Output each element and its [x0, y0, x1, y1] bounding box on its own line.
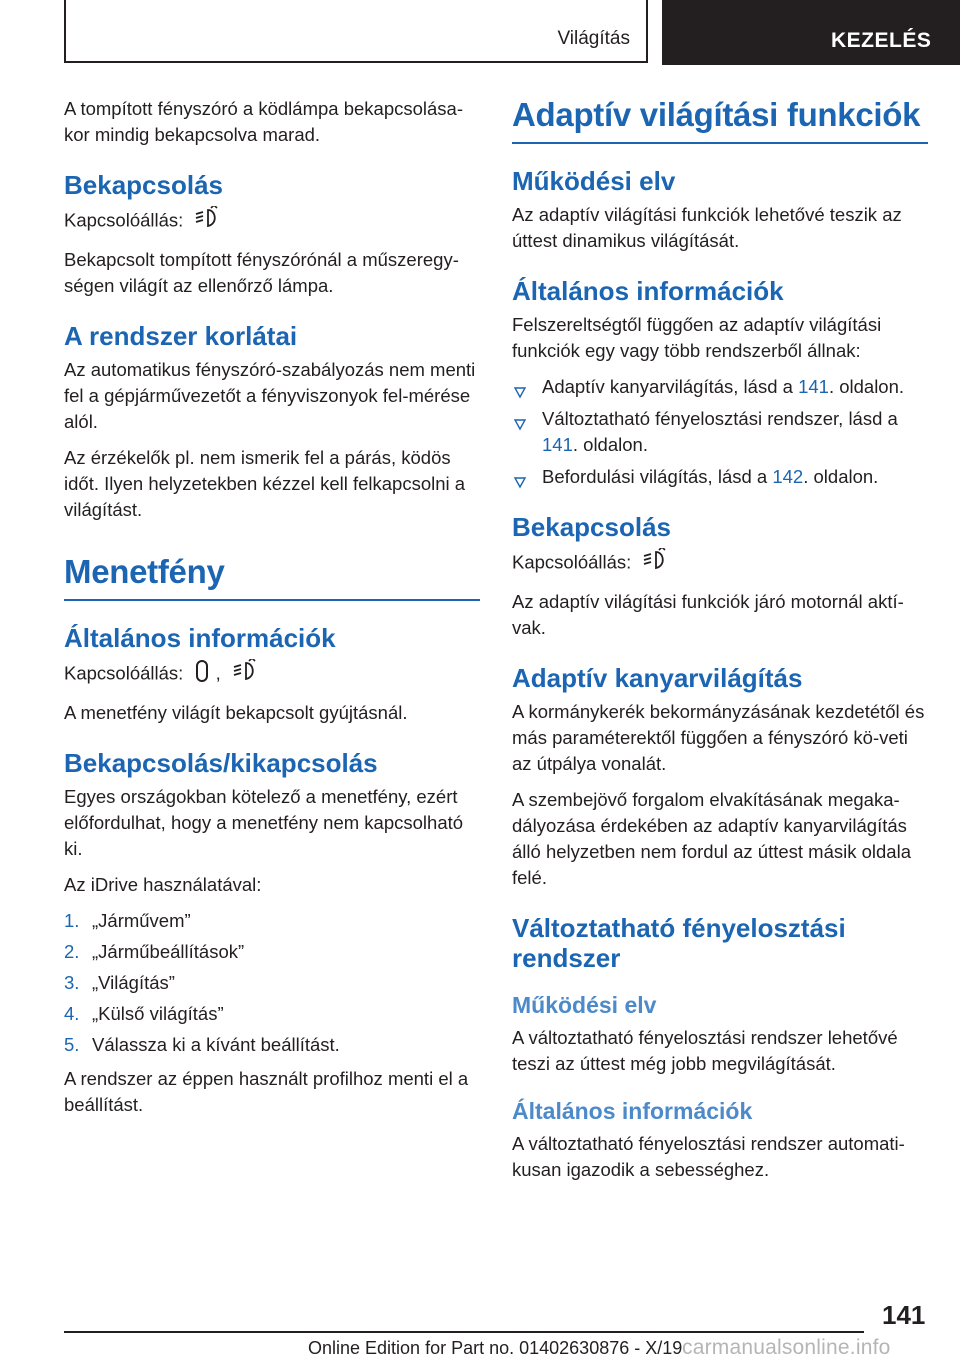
- menetfeny-text: A menetfény világít bekapcsolt gyújtásnál.: [64, 702, 408, 723]
- chapter-title: KEZELÉS: [831, 29, 932, 52]
- switch-off-icon: [194, 659, 210, 690]
- valtoz-text-1: A változtatható fényelosztási rendszer lehetővé teszi az úttest még jobb megvilágítását.: [512, 1027, 898, 1074]
- heading-menetfeny: Menetfény: [64, 553, 480, 601]
- heading-bekapcsolas-right: Bekapcsolás: [512, 512, 671, 542]
- right-column: [512, 96, 928, 1193]
- step-text: „Külső világítás”: [92, 1003, 224, 1024]
- page-link[interactable]: 141: [798, 376, 829, 397]
- section-title: Világítás: [557, 28, 630, 49]
- step-number: 1.: [64, 910, 80, 931]
- step-number: 2.: [64, 941, 80, 962]
- switch-position-line: [64, 206, 480, 237]
- heading-adaptiv-vilagitasi-funkciok: Adaptív világítási funkciók: [512, 96, 928, 144]
- watermark: carmanualsonline.info: [682, 1336, 891, 1359]
- idrive-text: Az iDrive használatával:: [64, 874, 262, 895]
- mukodesi-elv-text: Az adaptív világítási funkciók lehetővé teszik az úttest dinamikus világítását.: [512, 204, 902, 251]
- auto-light-icon: [194, 206, 222, 237]
- comma-separator: ,: [215, 662, 221, 684]
- korlatok-paragraph-1: Az automatikus fényszóró-szabályozás nem menti fel a gépjárművezetőt a fényviszonyok fel-mérése alól.: [64, 359, 476, 432]
- bullet-text-suffix: . oldalon.: [572, 434, 648, 455]
- subheading-mukodesi-elv: Működési elv: [512, 992, 657, 1018]
- bullet-text: Változtatható fényelosztási rendszer, lásd a: [542, 408, 898, 429]
- valtoz-text-2: A változtatható fényelosztási rendszer automati-kusan igazodik a sebességhez.: [512, 1133, 905, 1180]
- list-item: [512, 406, 928, 458]
- bullet-text-suffix: . oldalon.: [803, 466, 879, 487]
- heading-valtoztathato-fenyelosztasi-rendszer: Változtatható fényelosztási rendszer: [512, 913, 846, 973]
- step-number: 5.: [64, 1034, 80, 1055]
- switch-position-label-3: Kapcsolóállás:: [512, 551, 632, 573]
- header-section-box: [64, 0, 648, 63]
- bekapcsolas-text-right: Az adaptív világítási funkciók járó motornál aktí-vak.: [512, 591, 904, 638]
- triangle-bullet-icon: [514, 380, 526, 406]
- subheading-altalanos-informaciok: Általános információk: [512, 1098, 753, 1124]
- list-item: [512, 464, 928, 490]
- bullet-text-suffix: . oldalon.: [828, 376, 905, 397]
- list-item: [64, 1032, 480, 1058]
- step-number: 4.: [64, 1003, 80, 1024]
- adaptive-systems-list: [512, 374, 928, 490]
- heading-mukodesi-elv: Működési elv: [512, 166, 676, 196]
- list-item: [64, 970, 480, 996]
- bekapcsolas-text: Bekapcsolt tompított fényszórónál a műszeregy-ségen világít az ellenőrző lámpa.: [64, 249, 459, 296]
- intro-paragraph: A tompított fényszóró a ködlámpa bekapcsolása-kor mindig bekapcsolva marad.: [64, 98, 463, 145]
- auto-light-icon-2: [232, 659, 260, 690]
- kanyar-paragraph-1: A kormánykerék bekormányzásának kezdetétől és más paraméterektől függően a fényszóró kö-veti az útpálya vonalát.: [512, 701, 925, 774]
- heading-bekapcsolas: Bekapcsolás: [64, 170, 223, 200]
- step-text: „Világítás”: [92, 972, 175, 993]
- heading-altalanos-informaciok-right: Általános információk: [512, 276, 784, 306]
- heading-bekapcsolas-kikapcsolas: Bekapcsolás/kikapcsolás: [64, 748, 378, 778]
- idrive-steps-list: [64, 908, 480, 1058]
- edition-text: Online Edition for Part no. 01402630876 - X/19: [308, 1338, 683, 1358]
- list-item: [64, 908, 480, 934]
- bekikapcsolas-text: Egyes országokban kötelező a menetfény, ezért előfordulhat, hogy a menetfény nem kapcsolható ki.: [64, 786, 464, 859]
- bullet-text: Adaptív kanyarvilágítás, lásd a: [542, 376, 799, 397]
- chapter-tab: [662, 0, 960, 65]
- page-link[interactable]: 142: [772, 466, 804, 487]
- step-text: „Járműbeállítások”: [92, 941, 245, 962]
- altalanos-text: Felszereltségtől függően az adaptív világítási funkciók egy vagy több rendszerből állnak:: [512, 314, 882, 361]
- kanyar-paragraph-2: A szembejövő forgalom elvakításának megaka-dályozása érdekében az adaptív kanyarvilágítás álló helyzetben nem fordul az úttest másik oldala felé.: [512, 789, 911, 888]
- switch-position-label-2: Kapcsolóállás:: [64, 662, 184, 684]
- step-text: „Járművem”: [92, 910, 191, 931]
- left-column: [64, 96, 480, 1128]
- footer-divider: [64, 1331, 864, 1333]
- bullet-text: Befordulási világítás, lásd a: [542, 466, 773, 487]
- list-item: [64, 1001, 480, 1027]
- triangle-bullet-icon: [514, 412, 526, 438]
- triangle-bullet-icon: [514, 470, 526, 496]
- auto-light-icon-3: [642, 548, 670, 579]
- page-link[interactable]: 141: [542, 434, 573, 455]
- outro-paragraph: A rendszer az éppen használt profilhoz menti el a beállítást.: [64, 1068, 469, 1115]
- list-item: [64, 939, 480, 965]
- switch-position-label: Kapcsolóállás:: [64, 209, 184, 231]
- heading-adaptiv-kanyarvilagitas: Adaptív kanyarvilágítás: [512, 663, 803, 693]
- heading-altalanos-informaciok: Általános információk: [64, 623, 336, 653]
- step-number: 3.: [64, 972, 80, 993]
- switch-position-line-3: [512, 548, 928, 579]
- step-text: Válassza ki a kívánt beállítást.: [92, 1034, 340, 1055]
- heading-korlatok: A rendszer korlátai: [64, 321, 298, 351]
- list-item: [512, 374, 928, 400]
- korlatok-paragraph-2: Az érzékelők pl. nem ismerik fel a párás, ködös időt. Ilyen helyzetekben kézzel kell felkapcsolni a világítást.: [64, 447, 466, 520]
- switch-position-line-2: [64, 659, 480, 690]
- page-number: 141: [882, 1300, 926, 1330]
